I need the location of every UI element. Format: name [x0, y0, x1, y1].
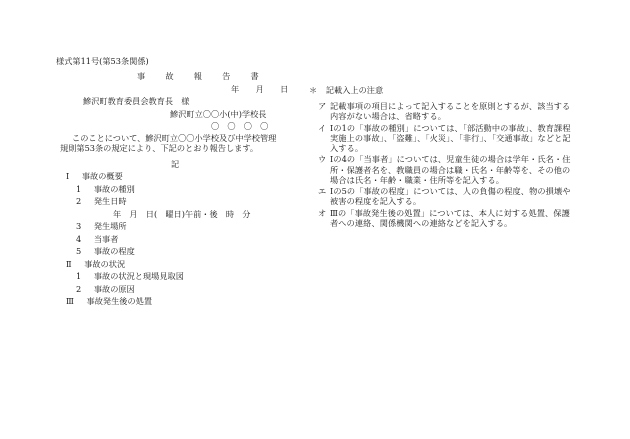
report-statement: [60, 133, 312, 154]
note-text: 記載事項の項目によって記入することを原則とするが、該当する内容がない場合は、省略する。: [330, 101, 571, 122]
outline-item: [76, 196, 127, 206]
report-statement-line: このことについて、鰺沢町立〇〇小学校及び中学校管理: [72, 133, 277, 143]
note-text: Ⅰの1の「事故の種別」については、「部活動中の事故」、教育課程実施上の事故」、「盗難」、「火災」、「非行」、「交通事故」などと記入する。: [330, 122, 571, 153]
date-line: 年 月 日: [231, 84, 289, 94]
addressee: 鰺沢町教育委員会教育長 様: [83, 96, 190, 106]
document-title: 事 故 報 告 書: [137, 71, 265, 81]
name-placeholder: 〇 〇 〇 〇: [211, 121, 269, 131]
note-item: [318, 123, 573, 154]
outline-text: 事故の概要: [81, 171, 123, 181]
outline-item: [76, 271, 184, 281]
outline-number: 2: [76, 196, 82, 206]
outline-number: Ⅲ: [66, 296, 74, 306]
outline-item: [76, 221, 127, 231]
outline-number: 4: [76, 234, 82, 244]
outline-item: [66, 259, 125, 269]
outline-item: [76, 234, 118, 244]
ki-heading: 記: [171, 159, 180, 169]
outline-number: 1: [76, 271, 82, 281]
outline-item: [66, 171, 123, 181]
report-statement-line: 規則第53条の規定により、下記のとおり報告します。: [60, 143, 259, 154]
note-text: Ⅲの「事故発生後の処置」については、本人に対する処置、保護者への連絡、関係機関への連絡などを記入する。: [330, 207, 570, 228]
note-marker: オ: [318, 207, 327, 218]
note-item: [318, 208, 573, 229]
notes-list: [318, 101, 573, 229]
outline-number: Ⅱ: [66, 259, 72, 269]
note-text: Ⅰの5の「事故の程度」については、人の負傷の程度、物の損壊や被害の程度を記入する。: [330, 186, 571, 207]
outline-number: 5: [76, 246, 82, 256]
outline-number: Ⅰ: [66, 171, 70, 181]
note-text: Ⅰの4の「当事者」については、児童生徒の場合は学年・氏名・住所・保護者名を、教職員の場合は職・氏名・年齢等を、その他の場合は氏名・年齢・職業・住所等を記入する。: [330, 154, 571, 185]
principal-name: 鰺沢町立〇〇小(中)学校長: [170, 109, 267, 119]
outline-text: 事故の程度: [93, 246, 135, 256]
outline-text: 事故の状況: [84, 259, 126, 269]
outline-number: 3: [76, 221, 82, 231]
outline-item: [66, 296, 152, 306]
outline-text: 発生日時: [93, 196, 127, 206]
asterisk-mark: ＊: [309, 85, 318, 95]
outline-item: [76, 184, 135, 194]
outline-text: 事故の種別: [93, 184, 135, 194]
note-item: [318, 101, 573, 122]
note-marker: ア: [318, 101, 327, 111]
outline-text: 発生場所: [93, 221, 127, 231]
outline-text: 年 月 日( 曜日)午前・後 時 分: [113, 209, 251, 219]
outline-text: 事故の状況と現場見取図: [93, 271, 184, 281]
note-item: [318, 186, 573, 207]
note-item: [318, 154, 573, 185]
notes-heading: [309, 85, 383, 95]
outline-number: 1: [76, 184, 82, 194]
form-number: 様式第11号(第53条関係): [56, 56, 149, 66]
outline-text: 当事者: [93, 234, 119, 244]
note-marker: エ: [318, 186, 327, 196]
notes-heading-text: 記載入上の注意: [325, 85, 384, 95]
outline-number: 2: [76, 284, 82, 294]
outline-text: 事故発生後の処置: [86, 296, 153, 306]
outline-item: [76, 246, 135, 256]
outline-item: [113, 209, 250, 219]
note-marker: イ: [318, 122, 327, 133]
outline-item: [76, 284, 135, 294]
note-marker: ウ: [318, 154, 327, 165]
outline-text: 事故の原因: [93, 284, 135, 294]
